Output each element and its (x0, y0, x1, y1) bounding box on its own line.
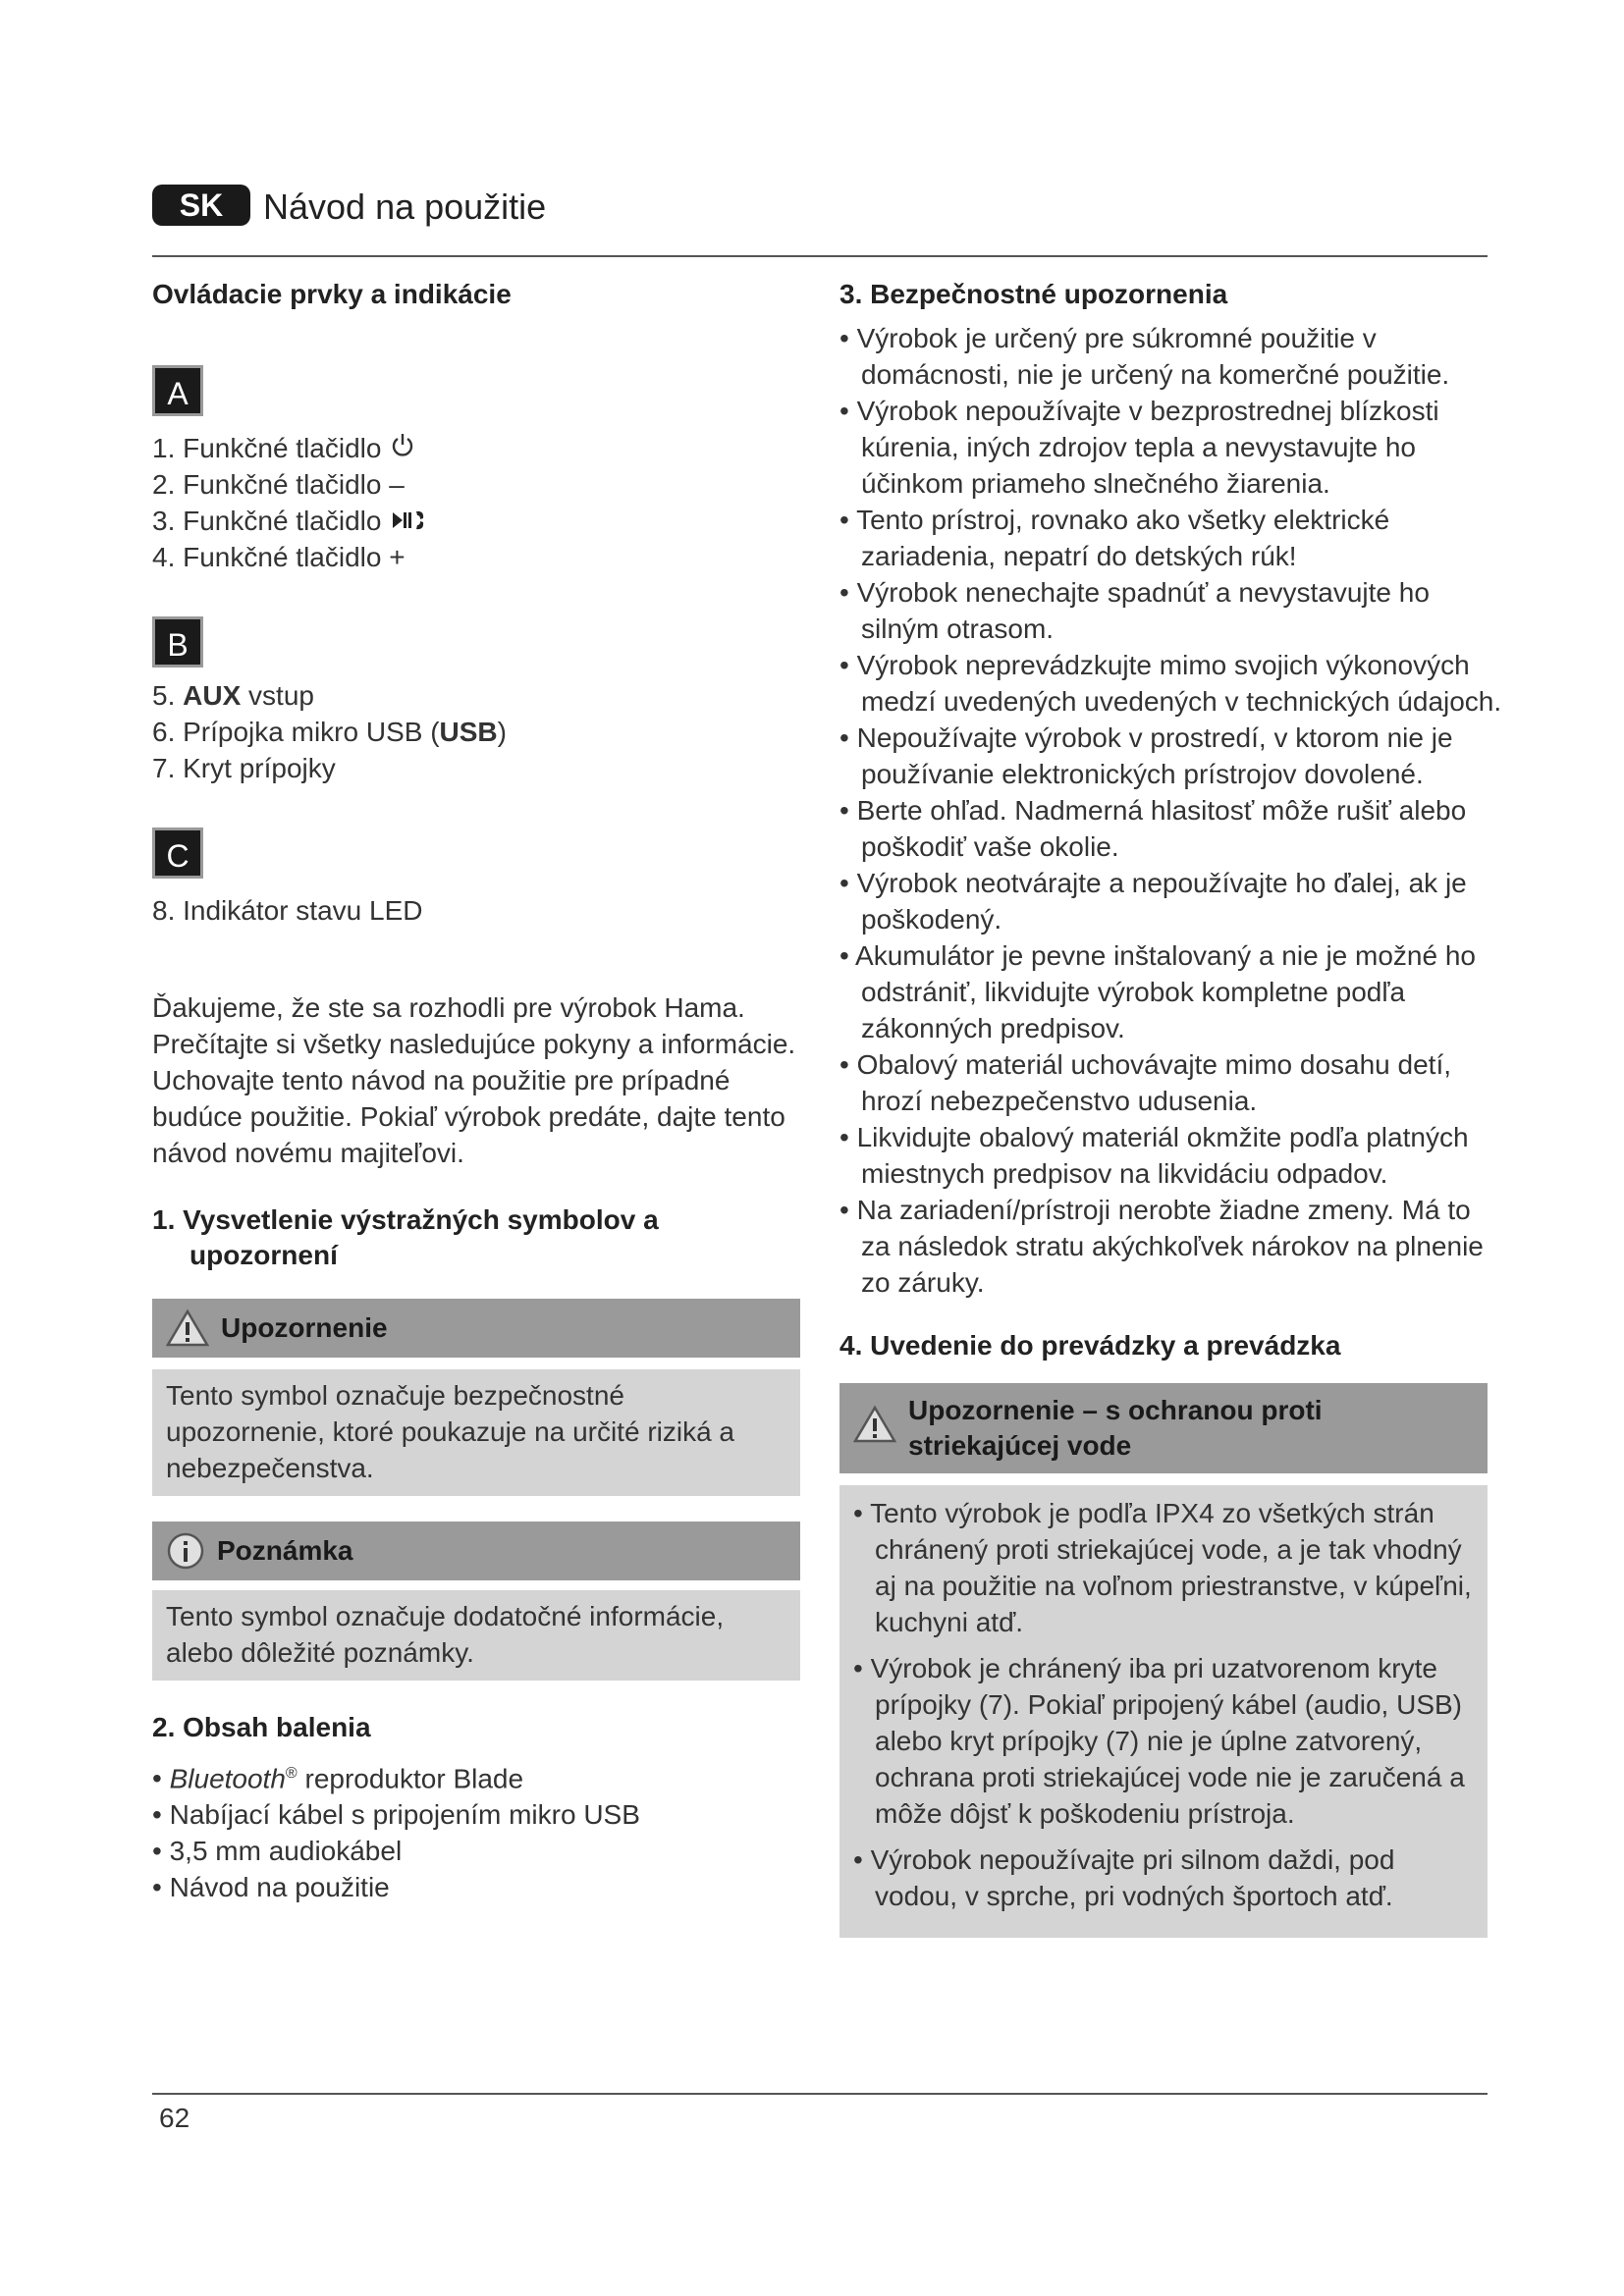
note-title: Poznámka (217, 1535, 353, 1566)
left-column (152, 277, 820, 1905)
operation-list (853, 1495, 1474, 1914)
page-title: Návod na použitie (263, 187, 547, 227)
play-pause-phone-icon (389, 507, 428, 534)
list-item: • 3,5 mm audiokábel (152, 1833, 820, 1869)
page-header (152, 185, 1488, 257)
list-item: • Berte ohľad. Nadmerná hlasitosť môže rušiť alebo poškodiť vaše okolie. (839, 792, 1507, 865)
list-item: 1. Funkčné tlačidlo (152, 430, 820, 466)
splash-warning-title: Upozornenie – s ochranou proti striekajúcej vode (908, 1395, 1323, 1461)
group-label-c: C (152, 828, 203, 879)
list-item: • Tento prístroj, rovnako ako všetky elektrické zariadenia, nepatrí do detských rúk! (839, 502, 1507, 574)
section-2-heading: 2. Obsah balenia (152, 1712, 371, 1742)
section-3-heading: 3. Bezpečnostné upozornenia (839, 279, 1228, 309)
section-4-heading: 4. Uvedenie do prevádzky a prevádzka (839, 1330, 1341, 1361)
info-icon (166, 1531, 205, 1571)
list-item: • Na zariadení/prístroji nerobte žiadne zmeny. Má to za následok stratu akýchkoľvek nárokov na plnenie zo záruky. (839, 1192, 1507, 1301)
list-item: 4. Funkčné tlačidlo + (152, 542, 406, 572)
list-item: • Akumulátor je pevne inštalovaný a nie je možné ho odstrániť, likvidujte výrobok kompletne podľa zákonných predpisov. (839, 937, 1507, 1046)
section-1-heading: 1. Vysvetlenie výstražných symbolov a upozornení (152, 1204, 659, 1270)
list-item: • Návod na použitie (152, 1869, 820, 1905)
controls-heading: Ovládacie prvky a indikácie (152, 279, 512, 309)
list-item: • Výrobok nenechajte spadnúť a nevystavujte ho silným otrasom. (839, 574, 1507, 647)
warning-text: Tento symbol označuje bezpečnostné upozornenie, ktoré poukazuje na určité riziká a nebezpečenstva. (152, 1369, 800, 1496)
list-item: • Likvidujte obalový materiál okmžite podľa platných miestnych predpisov na likvidáciu odpadov. (839, 1119, 1507, 1192)
list-item: • Nabíjací kábel s pripojením mikro USB (152, 1796, 820, 1833)
list-item: 3. Funkčné tlačidlo (152, 503, 820, 539)
list-item: • Výrobok neotvárajte a nepoužívajte ho ďalej, ak je poškodený. (839, 865, 1507, 937)
warning-title: Upozornenie (221, 1312, 388, 1343)
right-column (839, 277, 1507, 1938)
list-item: • Nepoužívajte výrobok v prostredí, v ktorom nie je používanie elektronických prístrojov dovolené. (839, 720, 1507, 792)
list-item: • Výrobok neprevádzkujte mimo svojich výkonových medzí uvedených uvedených v technických údajoch. (839, 647, 1507, 720)
list-item: • Výrobok je určený pre súkromné použitie v domácnosti, nie je určený na komerčné použitie. (839, 320, 1507, 393)
warning-header (152, 1299, 800, 1358)
package-contents-list (152, 1755, 820, 1905)
splash-warning-box (839, 1383, 1488, 1938)
list-item: • Bluetooth® reproduktor Blade (152, 1755, 820, 1796)
group-label-a: A (152, 365, 203, 416)
list-item: 7. Kryt prípojky (152, 753, 336, 783)
list-item: 8. Indikátor stavu LED (152, 895, 423, 926)
list-item: • Výrobok je chránený iba pri uzatvorenom kryte prípojky (7). Pokiaľ pripojený kábel (audio, USB) alebo kryt prípojky (7) nie je úplne zatvorený, ochrana proti striekajúcej vode nie je zaručená a môže dôjsť k poškodeniu prístroja. (853, 1650, 1474, 1832)
language-badge: SK (152, 185, 250, 226)
warning-triangle-icon (166, 1308, 209, 1348)
warning-box (152, 1299, 800, 1496)
list-item: • Obalový materiál uchovávajte mimo dosahu detí, hrozí nebezpečenstvo udusenia. (839, 1046, 1507, 1119)
safety-list (839, 320, 1507, 1301)
note-box (152, 1522, 800, 1681)
splash-warning-header (839, 1383, 1488, 1473)
controls-list-c (152, 892, 820, 929)
intro-paragraph: Ďakujeme, že ste sa rozhodli pre výrobok Hama. Prečítajte si všetky nasledujúce pokyny a informácie. Uchovajte tento návod na použitie pre prípadné budúce použitie. Pokiaľ výrobok predáte, dajte tento návod novému majiteľovi. (152, 992, 796, 1168)
list-item: 6. Prípojka mikro USB (USB) (152, 717, 507, 747)
list-item: • Tento výrobok je podľa IPX4 zo všetkých strán chránený proti striekajúcej vode, a je tak vhodný aj na použitie na voľnom priestranstve, v kúpeľni, kuchyni atď. (853, 1495, 1474, 1640)
list-item: • Výrobok nepoužívajte pri silnom daždi, pod vodou, v sprche, pri vodných športoch atď. (853, 1842, 1474, 1914)
note-text: Tento symbol označuje dodatočné informácie, alebo dôležité poznámky. (152, 1590, 800, 1681)
group-label-b: B (152, 616, 203, 667)
list-item: 5. AUX vstup (152, 680, 314, 711)
list-item: 2. Funkčné tlačidlo – (152, 469, 405, 500)
splash-warning-body (839, 1485, 1488, 1938)
power-icon (389, 432, 416, 459)
controls-list-a (152, 430, 820, 575)
page-number: 62 (159, 2103, 190, 2133)
note-header (152, 1522, 800, 1580)
controls-list-b (152, 677, 820, 786)
list-item: • Výrobok nepoužívajte v bezprostrednej blízkosti kúrenia, iných zdrojov tepla a nevystavujte ho účinkom priameho slnečného žiarenia. (839, 393, 1507, 502)
warning-triangle-icon (853, 1405, 896, 1444)
footer-divider (152, 2093, 1488, 2095)
